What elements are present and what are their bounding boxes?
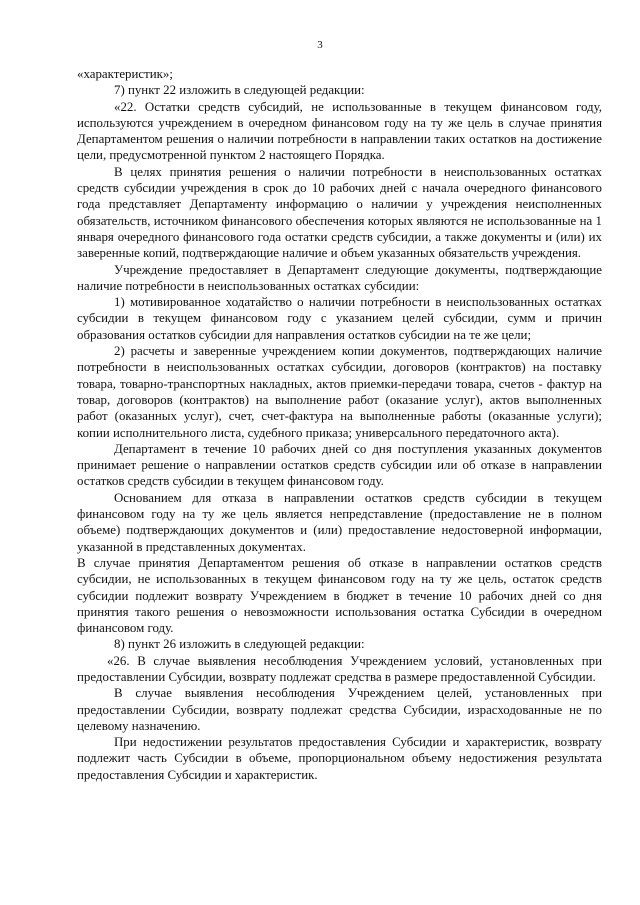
- page-number: 3: [317, 39, 323, 51]
- paragraph: Основанием для отказа в направлении остатков средств субсидии в текущем финансовом году на ту же цель является непредставление (предоставление не в полном объеме) подтверждающих документов и (или) предоставление недостоверной информации, указанной в представленных документах.: [77, 490, 602, 554]
- paragraph: В случае выявления несоблюдения Учреждением целей, установленных при предоставлении Субсидии, возврату подлежат средства Субсидии, израсходованные не по целевому назначению.: [77, 686, 602, 733]
- paragraph: Учреждение предоставляет в Департамент следующие документы, подтверждающие наличие потребности в неиспользованных остатках субсидии:: [77, 262, 602, 293]
- paragraph: «22. Остатки средств субсидий, не использованные в текущем финансовом году, используются учреждением в очередном финансовом году на ту же цель в случае принятия Департаментом решения о наличии потребности в направлении таких остатков на достижение цели, предусмотренной пунктом 2 настоящего Порядка.: [77, 99, 602, 163]
- paragraph: 1) мотивированное ходатайство о наличии потребности в неиспользованных остатках субсидии в текущем финансовом году с указанием целей субсидии, сумм и причин образования остатков субсидии для направления остатков субсидии на те же цели;: [77, 295, 602, 342]
- paragraph: «характеристик»;: [77, 67, 173, 81]
- document-body: [77, 66, 602, 783]
- paragraph: 2) расчеты и заверенные учреждением копии документов, подтверждающих наличие потребности в неиспользованных остатках субсидии, договоров (контрактов) на поставку товара, товарно-транспортных накладных, актов приемки-передачи товара, счетов - фактур на товар, договоров (контрактов) на выполнение работ (оказание услуг), актов выполненных работ (оказанных услуг), счет, счет-фактура на выполненные работы (оказанные услуги); копии исполнительного листа, судебного приказа; универсального передаточного акта).: [77, 344, 602, 440]
- paragraph: В случае принятия Департаментом решения об отказе в направлении остатков средств субсидии, не использованных в текущем финансовом году на ту же цель, остаток средств субсидии подлежит возврату Учреждением в бюджет в течение 10 рабочих дней со дня принятия такого решения о невозможности использования остатка Субсидии в очередном финансовом году.: [77, 555, 602, 636]
- paragraph: 7) пункт 22 изложить в следующей редакции:: [114, 83, 365, 98]
- paragraph: При недостижении результатов предоставления Субсидии и характеристик, возврату подлежит часть Субсидии в объеме, пропорциональном объему недостижения результата предоставления Субсидии и характеристик.: [77, 735, 602, 782]
- paragraph: «26. В случае выявления несоблюдения Учреждением условий, установленных при предоставлении Субсидии, возврату подлежат средства в размере предоставленной Субсидии.: [77, 653, 602, 684]
- paragraph: Департамент в течение 10 рабочих дней со дня поступления указанных документов принимает решение о направлении остатков средств субсидии или об отказе в направлении остатков средств субсидии в текущем финансовом году.: [77, 441, 602, 489]
- paragraph: В целях принятия решения о наличии потребности в неиспользованных остатках средств субсидии учреждения в срок до 10 рабочих дней с начала очередного финансового года представляет Департаменту информацию о наличии у учреждения неисполненных обязательств, источником финансового обеспечения которых являются не использованные на 1 января очередного финансового года остатки средств субсидии, а также документы и (или) их заверенные копий, подтверждающие наличие и объем указанных обязательств учреждения.: [77, 164, 602, 261]
- paragraph: 8) пункт 26 изложить в следующей редакции:: [114, 637, 365, 652]
